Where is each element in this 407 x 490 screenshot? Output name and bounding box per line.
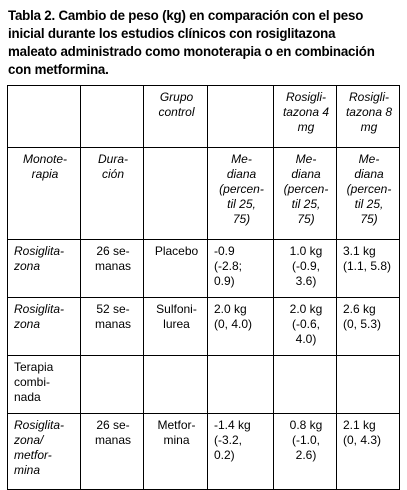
table-cell	[208, 356, 274, 414]
table-row	[8, 240, 400, 298]
header-cell-duration: Dura- ción	[81, 148, 144, 240]
table-cell-value: -0.9 (-2.8; 0.9)	[208, 240, 274, 298]
table-cell-control: Metfor- mina	[144, 414, 208, 490]
table-caption: Tabla 2. Cambio de peso (kg) en comparación con el peso inicial durante los estudios clínicos con rosiglitazona maleato administrado como monoterapia o en combinación con metformina.	[8, 7, 375, 77]
header-cell-monotherapy: Monote- rapia	[8, 148, 81, 240]
table-cell-control: Placebo	[144, 240, 208, 298]
weight-change-table	[7, 85, 400, 490]
header-cell-median: Me- diana (percen- til 25, 75)	[274, 148, 337, 240]
table-cell	[274, 356, 337, 414]
header-cell	[208, 86, 274, 148]
header-cell	[144, 148, 208, 240]
header-cell-rosiglitazone-4mg: Rosigli- tazona 4 mg	[274, 86, 337, 148]
header-cell-median: Me- diana (percen- til 25, 75)	[208, 148, 274, 240]
table-cell-treatment: Rosiglita- zona	[8, 240, 81, 298]
header-cell-median: Me- diana (percen- til 25, 75)	[337, 148, 400, 240]
table-cell-duration: 26 se- manas	[81, 414, 144, 490]
header-cell	[81, 86, 144, 148]
table-row-section	[8, 356, 400, 414]
table-row	[8, 298, 400, 356]
table-cell-duration: 26 se- manas	[81, 240, 144, 298]
table-cell-value: 0.8 kg (-1.0, 2.6)	[274, 414, 337, 490]
table-row	[8, 414, 400, 490]
table-cell-control: Sulfoni- lurea	[144, 298, 208, 356]
table-cell-treatment: Rosiglita- zona	[8, 298, 81, 356]
table-cell-value: 1.0 kg (-0.9, 3.6)	[274, 240, 337, 298]
header-cell-rosiglitazone-8mg: Rosigli- tazona 8 mg	[337, 86, 400, 148]
table-cell-section-label: Terapia combi- nada	[8, 356, 81, 414]
table-cell-treatment: Rosiglita- zona/ metfor- mina	[8, 414, 81, 490]
header-row-1	[8, 86, 400, 148]
table-cell-value: -1.4 kg (-3.2, 0.2)	[208, 414, 274, 490]
header-cell	[8, 86, 81, 148]
table-cell-value: 2.0 kg (0, 4.0)	[208, 298, 274, 356]
header-cell-control-group: Grupo control	[144, 86, 208, 148]
table-cell-duration: 52 se- manas	[81, 298, 144, 356]
table-cell	[144, 356, 208, 414]
table-cell	[81, 356, 144, 414]
table-cell-value: 2.6 kg (0, 5.3)	[337, 298, 400, 356]
table-cell-value: 2.1 kg (0, 4.3)	[337, 414, 400, 490]
header-row-2	[8, 148, 400, 240]
table-cell-value: 2.0 kg (-0.6, 4.0)	[274, 298, 337, 356]
table-cell	[337, 356, 400, 414]
table-cell-value: 3.1 kg (1.1, 5.8)	[337, 240, 400, 298]
